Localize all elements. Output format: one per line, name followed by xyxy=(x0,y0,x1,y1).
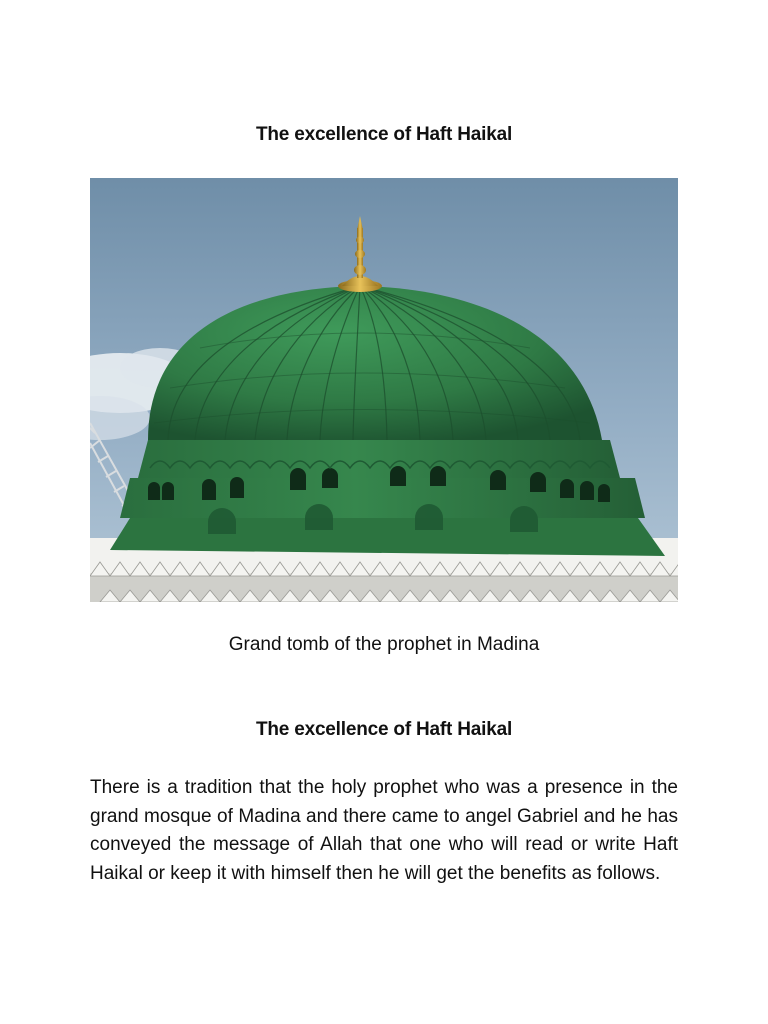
page-title: The excellence of Haft Haikal xyxy=(255,124,513,145)
dome-drum-upper xyxy=(138,440,620,478)
figure-caption: Grand tomb of the prophet in Madina xyxy=(228,634,540,655)
body-paragraph: There is a tradition that the holy prophet who was a presence in the grand mosque of Madina and there came to angel Gabriel and he has conveyed the message of Allah that one who will read or write Haft Haikal or keep it with himself then he will get the benefits as follows. xyxy=(90,777,678,884)
green-dome-illustration xyxy=(90,178,678,602)
green-dome-photo xyxy=(90,178,678,602)
dome-base-ledge xyxy=(110,518,665,556)
section-heading: The excellence of Haft Haikal xyxy=(255,719,513,740)
